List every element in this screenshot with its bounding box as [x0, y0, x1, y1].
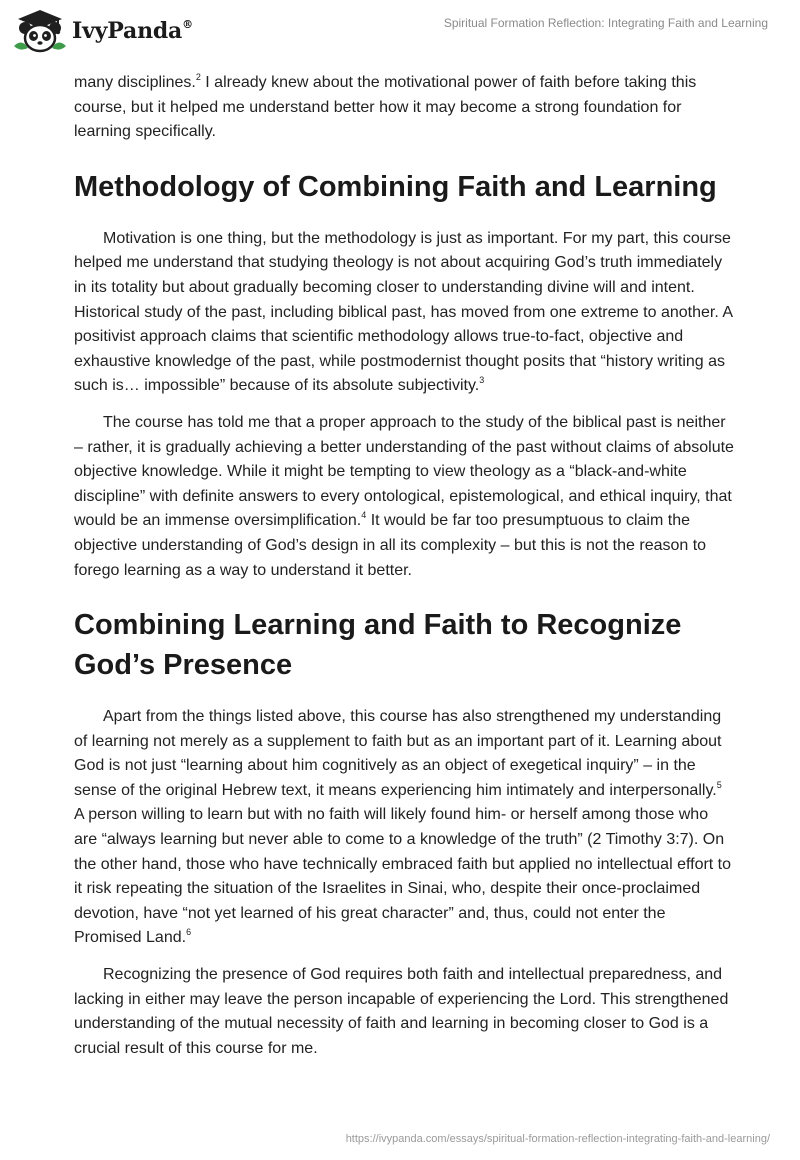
- panda-graduate-icon: [12, 8, 68, 54]
- ivypanda-logo[interactable]: [12, 8, 193, 54]
- brand-name: IvyPanda®: [72, 17, 193, 44]
- footnote-ref[interactable]: 2: [195, 71, 201, 82]
- paragraph-presence-1: Apart from the things listed above, this course has also strengthened my understanding of learning not merely as a supplement to faith but as an important part of it. Learning about God is not just “learning about him cognitively as an object of exegetical inquiry” – in the sense of the original Hebrew text, it means experiencing him intimately and interpersonally.$^5$ A person willing to learn but with no faith will likely found him- or herself among those who are “always learning but never able to come to a knowledge of the truth” (2 Timothy 3:7). On the other hand, those who have technically embraced faith but applied no intellectual effort to it risk repeating the situation of the Israelites in Sinai, who, despite their once-proclaimed devotion, have “not yet learned of his great character” and, thus, could not enter the Promised Land.$^6$: [74, 708, 732, 947]
- paragraph-methodology-1: Motivation is one thing, but the methodology is just as important. For my part, this course helped me understand that studying theology is not about acquiring God’s truth immediately in its totality but about gradually becoming closer to understanding divine will and intent. Historical study of the past, including biblical past, has moved from one extreme to another. A positivist approach claims that scientific methodology allows true-to-fact, objective and exhaustive knowledge of the past, while postmodernist thought posits that “history writing as such is… impossible” because of its absolute subjectivity.$^3$: [74, 229, 733, 395]
- footnote-ref[interactable]: 5: [716, 779, 722, 790]
- page-header: [0, 0, 800, 60]
- section-heading-gods-presence: Combining Learning and Faith to Recognize God’s Presence: [74, 609, 682, 682]
- paragraph-intro-continued: many disciplines.$^2$ I already knew about the motivational power of faith before taking this course, but it helped me understand better how it may become a strong foundation for learning specifically.: [74, 71, 697, 141]
- section-heading-methodology: Methodology of Combining Faith and Learning: [74, 170, 717, 203]
- footnote-ref[interactable]: 3: [479, 375, 485, 386]
- source-url[interactable]: https://ivypanda.com/essays/spiritual-formation-reflection-integrating-faith-and-learning/: [345, 1133, 770, 1145]
- footnote-ref[interactable]: 6: [186, 927, 192, 938]
- paragraph-presence-2: Recognizing the presence of God requires both faith and intellectual preparedness, and lacking in either may leave the person incapable of experiencing the Lord. This strengthened understanding of the mutual necessity of faith and learning in becoming closer to God is a crucial result of this course for me.: [74, 966, 729, 1057]
- document-title: Spiritual Formation Reflection: Integrating Faith and Learning: [443, 16, 768, 30]
- footnote-ref[interactable]: 4: [361, 509, 367, 520]
- paragraph-methodology-2: The course has told me that a proper approach to the study of the biblical past is neither – rather, it is gradually achieving a better understanding of the past without claims of absolute objective knowledge. While it might be tempting to view theology as a “black-and-white discipline” with definite answers to every ontological, epistemological, and ethical inquiry, that would be an immense oversimplification.$^4$ It would be far too presumptuous to claim the objective understanding of God’s design in all its complexity – but this is not the reason to forego learning as a way to understand it better.: [74, 413, 734, 579]
- article-body: [74, 71, 734, 1073]
